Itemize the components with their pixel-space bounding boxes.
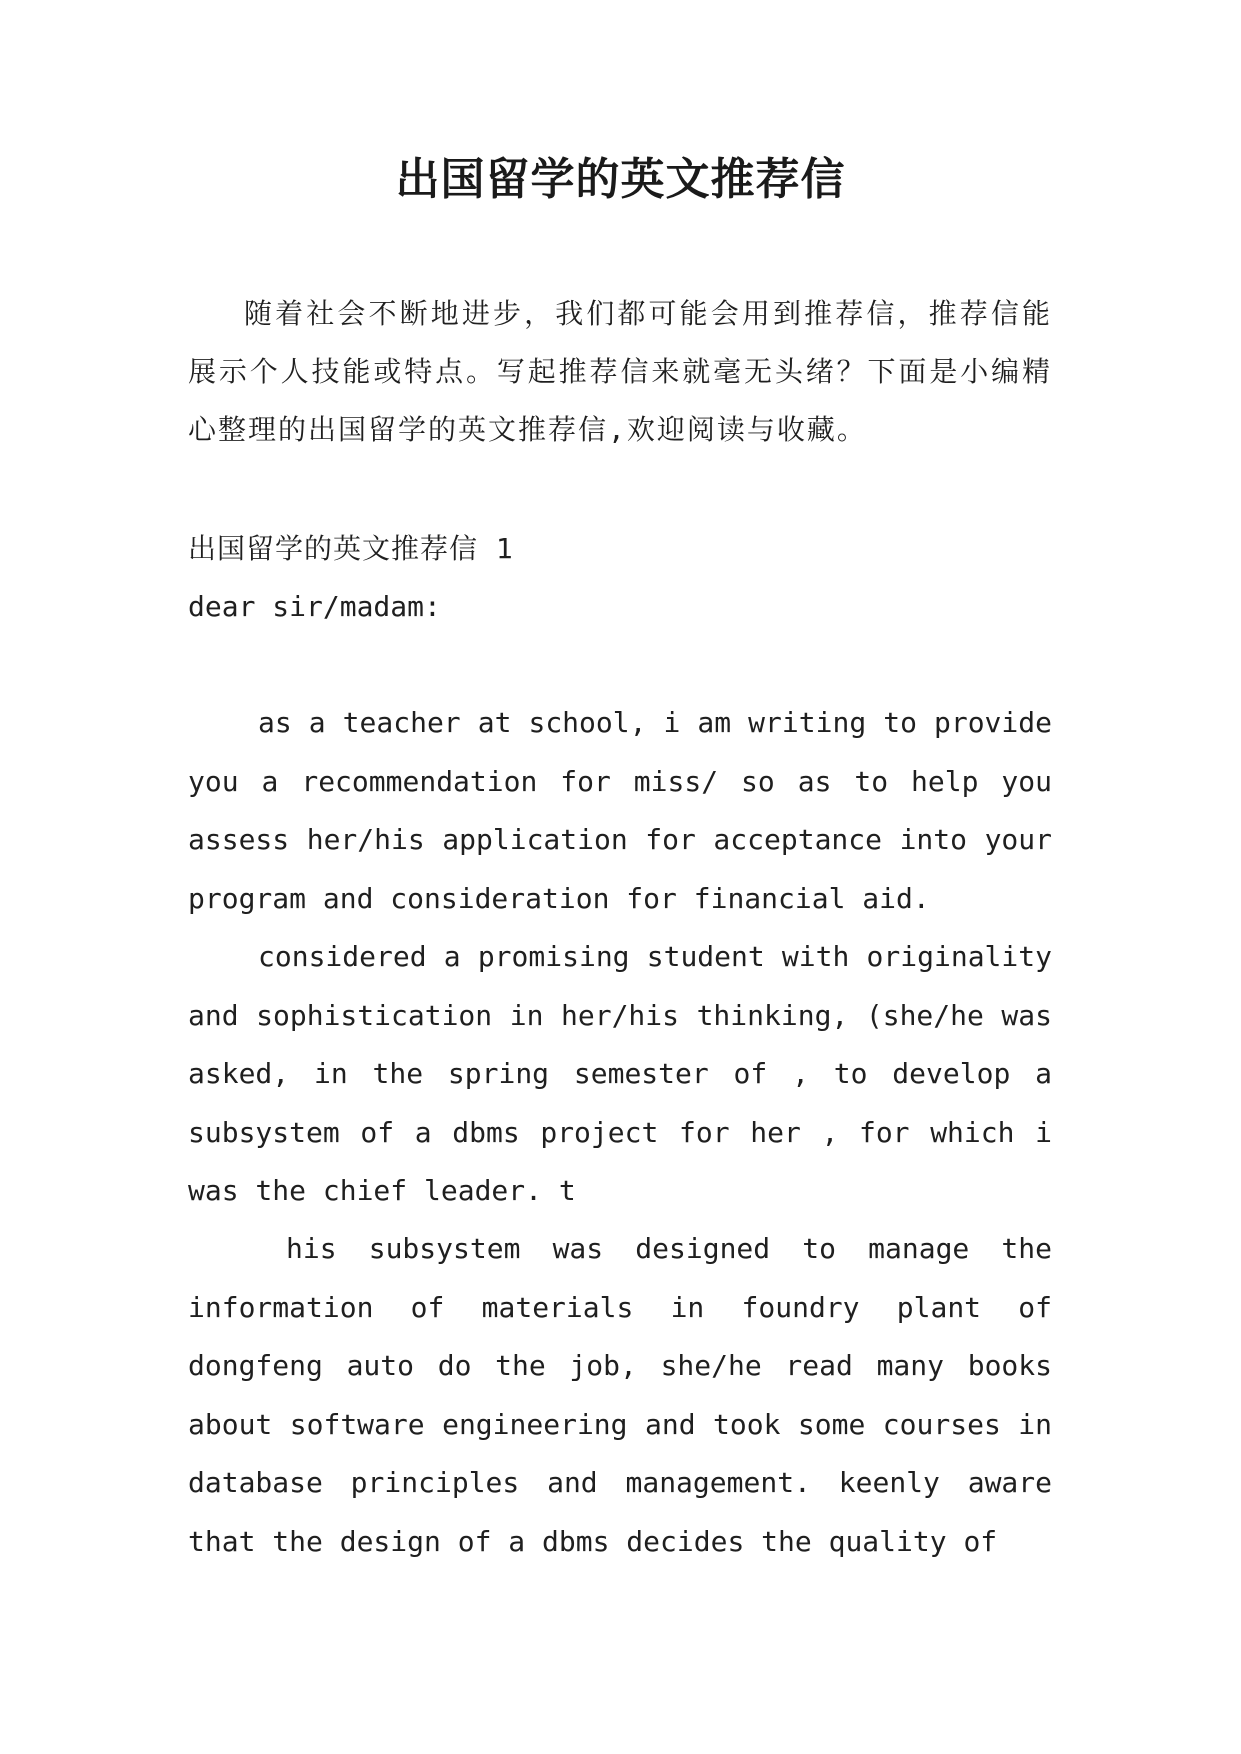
page-title: 出国留学的英文推荐信 [395, 154, 846, 205]
section-heading: 出国留学的英文推荐信 1 [188, 532, 514, 565]
salutation: dear sir/madam: [188, 590, 441, 623]
letter-paragraph-1: as a teacher at school, i am writing to provide you a recommendation for miss/ so as to help you assess her/his application for acceptance into your program and consideration for financial aid. [188, 706, 1052, 915]
intro-paragraph: 随着社会不断地进步，我们都可能会用到推荐信，推荐信能展示个人技能或特点。写起推荐信来就毫无头绪？下面是小编精心整理的出国留学的英文推荐信,欢迎阅读与收藏。 [188, 297, 1052, 446]
letter-paragraph-3: his subsystem was designed to manage the information of materials in foundry plant of dongfeng auto do the job, she/he read many books about software engineering and took some courses in database principles and management. keenly aware that the design of a dbms decides the quality of [188, 1232, 1052, 1558]
letter-paragraph-2: considered a promising student with originality and sophistication in her/his thinking, (she/he was asked, in the spring semester of , to develop a subsystem of a dbms project for her , for which i was the chief leader. t [188, 940, 1052, 1207]
